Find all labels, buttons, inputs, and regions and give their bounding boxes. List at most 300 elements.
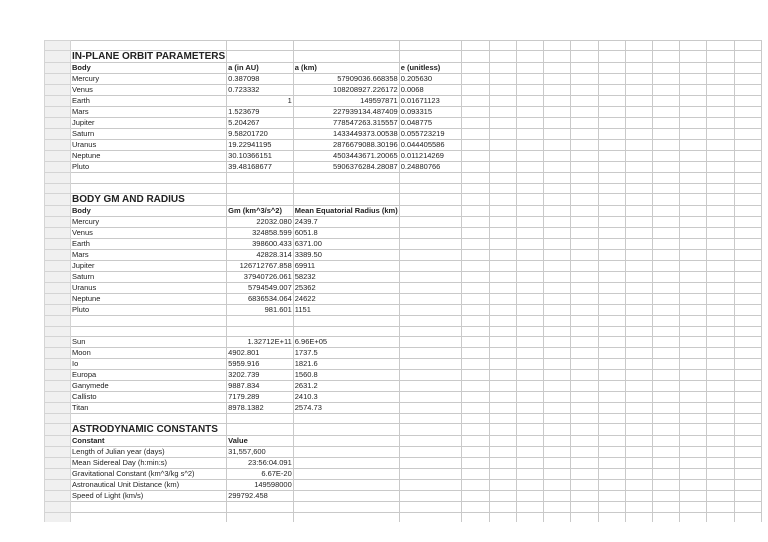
- cell[interactable]: [653, 63, 680, 74]
- cell[interactable]: [680, 194, 707, 206]
- cell[interactable]: [734, 469, 761, 480]
- cell[interactable]: [399, 250, 462, 261]
- cell[interactable]: [680, 326, 707, 336]
- cell[interactable]: [462, 413, 489, 423]
- cell[interactable]: [227, 512, 294, 522]
- cell[interactable]: [571, 458, 598, 469]
- cell[interactable]: [734, 74, 761, 85]
- cell[interactable]: [653, 173, 680, 183]
- row-header[interactable]: [45, 250, 71, 261]
- cell[interactable]: [462, 369, 489, 380]
- cell[interactable]: [293, 502, 399, 512]
- cell[interactable]: [680, 261, 707, 272]
- row-header[interactable]: [45, 228, 71, 239]
- cell[interactable]: [571, 469, 598, 480]
- cell[interactable]: [544, 380, 571, 391]
- cell[interactable]: 149597871: [293, 96, 399, 107]
- row-header[interactable]: [45, 239, 71, 250]
- cell[interactable]: [489, 41, 516, 51]
- cell[interactable]: [625, 129, 652, 140]
- cell[interactable]: BODY GM AND RADIUS: [71, 194, 227, 206]
- cell[interactable]: [489, 305, 516, 316]
- cell[interactable]: [516, 74, 543, 85]
- cell[interactable]: [571, 436, 598, 447]
- cell[interactable]: [598, 162, 625, 173]
- row-header[interactable]: [45, 206, 71, 217]
- cell[interactable]: 5906376284.28087: [293, 162, 399, 173]
- cell[interactable]: 2574.73: [293, 402, 399, 413]
- cell[interactable]: [462, 424, 489, 436]
- cell[interactable]: [625, 424, 652, 436]
- cell[interactable]: [625, 162, 652, 173]
- cell[interactable]: [571, 162, 598, 173]
- cell[interactable]: [707, 294, 734, 305]
- cell[interactable]: [598, 391, 625, 402]
- cell[interactable]: [516, 336, 543, 347]
- cell[interactable]: [734, 347, 761, 358]
- cell[interactable]: [571, 358, 598, 369]
- cell[interactable]: [598, 85, 625, 96]
- cell[interactable]: 299792.458: [227, 491, 294, 502]
- row-header[interactable]: [45, 402, 71, 413]
- cell[interactable]: [544, 469, 571, 480]
- cell[interactable]: [544, 129, 571, 140]
- cell[interactable]: [399, 41, 462, 51]
- cell[interactable]: [399, 502, 462, 512]
- cell[interactable]: [571, 336, 598, 347]
- cell[interactable]: [598, 336, 625, 347]
- cell[interactable]: [571, 283, 598, 294]
- cell[interactable]: 126712767.858: [227, 261, 294, 272]
- cell[interactable]: [734, 129, 761, 140]
- row-header[interactable]: [45, 151, 71, 162]
- cell[interactable]: [516, 51, 543, 63]
- cell[interactable]: 4503443671.20065: [293, 151, 399, 162]
- cell[interactable]: [516, 129, 543, 140]
- cell[interactable]: [625, 326, 652, 336]
- cell[interactable]: 0.01671123: [399, 96, 462, 107]
- cell[interactable]: [734, 436, 761, 447]
- cell[interactable]: [598, 129, 625, 140]
- cell[interactable]: [462, 272, 489, 283]
- cell[interactable]: [625, 294, 652, 305]
- cell[interactable]: [680, 480, 707, 491]
- cell[interactable]: [399, 283, 462, 294]
- row-header[interactable]: [45, 118, 71, 129]
- cell[interactable]: [489, 85, 516, 96]
- cell[interactable]: Sun: [71, 336, 227, 347]
- cell[interactable]: [625, 228, 652, 239]
- cell[interactable]: [462, 447, 489, 458]
- cell[interactable]: [571, 347, 598, 358]
- cell[interactable]: [707, 206, 734, 217]
- cell[interactable]: [625, 447, 652, 458]
- cell[interactable]: [598, 294, 625, 305]
- cell[interactable]: [516, 261, 543, 272]
- cell[interactable]: [598, 469, 625, 480]
- row-header[interactable]: [45, 480, 71, 491]
- cell[interactable]: [462, 402, 489, 413]
- cell[interactable]: [489, 402, 516, 413]
- cell[interactable]: [680, 151, 707, 162]
- cell[interactable]: 0.044405586: [399, 140, 462, 151]
- cell[interactable]: [734, 118, 761, 129]
- cell[interactable]: [625, 63, 652, 74]
- cell[interactable]: 9.58201720: [227, 129, 294, 140]
- cell[interactable]: [734, 151, 761, 162]
- cell[interactable]: [653, 206, 680, 217]
- cell[interactable]: [462, 85, 489, 96]
- cell[interactable]: 1151: [293, 305, 399, 316]
- cell[interactable]: [598, 316, 625, 326]
- cell[interactable]: [680, 502, 707, 512]
- cell[interactable]: 1560.8: [293, 369, 399, 380]
- cell[interactable]: 6.67E-20: [227, 469, 294, 480]
- cell[interactable]: [598, 502, 625, 512]
- cell[interactable]: 25362: [293, 283, 399, 294]
- cell[interactable]: [544, 261, 571, 272]
- cell[interactable]: [462, 183, 489, 193]
- cell[interactable]: 2410.3: [293, 391, 399, 402]
- cell[interactable]: [516, 239, 543, 250]
- cell[interactable]: [293, 512, 399, 522]
- cell[interactable]: [653, 239, 680, 250]
- cell[interactable]: Gravitational Constant (km^3/kg s^2): [71, 469, 227, 480]
- cell[interactable]: [462, 96, 489, 107]
- cell[interactable]: 58232: [293, 272, 399, 283]
- cell[interactable]: [680, 336, 707, 347]
- cell[interactable]: [544, 96, 571, 107]
- cell[interactable]: [227, 316, 294, 326]
- cell[interactable]: [625, 239, 652, 250]
- cell[interactable]: [625, 96, 652, 107]
- cell[interactable]: 1433449373.00538: [293, 129, 399, 140]
- cell[interactable]: [516, 424, 543, 436]
- cell[interactable]: 6371.00: [293, 239, 399, 250]
- cell[interactable]: [598, 347, 625, 358]
- cell[interactable]: [707, 512, 734, 522]
- cell[interactable]: [571, 217, 598, 228]
- cell[interactable]: [598, 228, 625, 239]
- row-header[interactable]: [45, 326, 71, 336]
- cell[interactable]: [680, 294, 707, 305]
- cell[interactable]: [680, 305, 707, 316]
- cell[interactable]: [571, 326, 598, 336]
- cell[interactable]: [707, 85, 734, 96]
- cell[interactable]: [734, 369, 761, 380]
- cell[interactable]: [516, 107, 543, 118]
- cell[interactable]: [653, 85, 680, 96]
- cell[interactable]: [680, 380, 707, 391]
- cell[interactable]: [571, 480, 598, 491]
- cell[interactable]: Europa: [71, 369, 227, 380]
- cell[interactable]: [516, 173, 543, 183]
- cell[interactable]: [734, 217, 761, 228]
- cell[interactable]: [489, 228, 516, 239]
- cell[interactable]: 6836534.064: [227, 294, 294, 305]
- row-header[interactable]: [45, 512, 71, 522]
- cell[interactable]: [462, 305, 489, 316]
- cell[interactable]: [653, 369, 680, 380]
- cell[interactable]: [598, 512, 625, 522]
- cell[interactable]: 8978.1382: [227, 402, 294, 413]
- cell[interactable]: [734, 272, 761, 283]
- cell[interactable]: [462, 118, 489, 129]
- cell[interactable]: [707, 140, 734, 151]
- cell[interactable]: [571, 250, 598, 261]
- cell[interactable]: [399, 272, 462, 283]
- cell[interactable]: 42828.314: [227, 250, 294, 261]
- cell[interactable]: Neptune: [71, 151, 227, 162]
- cell[interactable]: 23:56:04.091: [227, 458, 294, 469]
- row-header[interactable]: [45, 413, 71, 423]
- cell[interactable]: [462, 380, 489, 391]
- cell[interactable]: 0.24880766: [399, 162, 462, 173]
- cell[interactable]: [293, 447, 399, 458]
- cell[interactable]: [680, 118, 707, 129]
- cell[interactable]: [293, 183, 399, 193]
- cell[interactable]: [516, 391, 543, 402]
- cell[interactable]: [544, 347, 571, 358]
- cell[interactable]: [653, 140, 680, 151]
- cell[interactable]: [707, 239, 734, 250]
- cell[interactable]: [399, 326, 462, 336]
- cell[interactable]: Gm (km^3/s^2): [227, 206, 294, 217]
- cell[interactable]: [227, 502, 294, 512]
- row-header[interactable]: [45, 469, 71, 480]
- cell[interactable]: [489, 294, 516, 305]
- cell[interactable]: 37940726.061: [227, 272, 294, 283]
- cell[interactable]: 398600.433: [227, 239, 294, 250]
- cell[interactable]: [71, 183, 227, 193]
- cell[interactable]: [707, 402, 734, 413]
- cell[interactable]: [462, 173, 489, 183]
- cell[interactable]: [653, 162, 680, 173]
- cell[interactable]: [516, 294, 543, 305]
- cell[interactable]: [462, 469, 489, 480]
- cell[interactable]: [293, 458, 399, 469]
- cell[interactable]: [734, 85, 761, 96]
- cell[interactable]: [653, 129, 680, 140]
- cell[interactable]: [544, 183, 571, 193]
- cell[interactable]: [653, 194, 680, 206]
- cell[interactable]: [489, 283, 516, 294]
- cell[interactable]: Speed of Light (km/s): [71, 491, 227, 502]
- cell[interactable]: [707, 173, 734, 183]
- cell[interactable]: [734, 294, 761, 305]
- cell[interactable]: [516, 512, 543, 522]
- cell[interactable]: [598, 250, 625, 261]
- cell[interactable]: [399, 305, 462, 316]
- cell[interactable]: [707, 74, 734, 85]
- cell[interactable]: [625, 140, 652, 151]
- cell[interactable]: [598, 380, 625, 391]
- cell[interactable]: [489, 96, 516, 107]
- cell[interactable]: [399, 173, 462, 183]
- cell[interactable]: [598, 272, 625, 283]
- cell[interactable]: [653, 424, 680, 436]
- cell[interactable]: [516, 162, 543, 173]
- cell[interactable]: [598, 217, 625, 228]
- cell[interactable]: [653, 283, 680, 294]
- cell[interactable]: [571, 183, 598, 193]
- cell[interactable]: [489, 424, 516, 436]
- cell[interactable]: [707, 480, 734, 491]
- cell[interactable]: [544, 458, 571, 469]
- cell[interactable]: 22032.080: [227, 217, 294, 228]
- cell[interactable]: [227, 194, 294, 206]
- cell[interactable]: [680, 51, 707, 63]
- cell[interactable]: [625, 151, 652, 162]
- cell[interactable]: [544, 512, 571, 522]
- cell[interactable]: [516, 326, 543, 336]
- cell[interactable]: [544, 502, 571, 512]
- cell[interactable]: [489, 183, 516, 193]
- cell[interactable]: [707, 107, 734, 118]
- cell[interactable]: [680, 272, 707, 283]
- cell[interactable]: [598, 491, 625, 502]
- cell[interactable]: [462, 458, 489, 469]
- cell[interactable]: [625, 336, 652, 347]
- cell[interactable]: [399, 469, 462, 480]
- cell[interactable]: [489, 140, 516, 151]
- cell[interactable]: [293, 173, 399, 183]
- cell[interactable]: [707, 261, 734, 272]
- row-header[interactable]: [45, 140, 71, 151]
- cell[interactable]: 149598000: [227, 480, 294, 491]
- row-header[interactable]: [45, 217, 71, 228]
- cell[interactable]: [734, 402, 761, 413]
- cell[interactable]: [571, 491, 598, 502]
- cell[interactable]: 3389.50: [293, 250, 399, 261]
- cell[interactable]: [707, 217, 734, 228]
- cell[interactable]: [489, 326, 516, 336]
- cell[interactable]: 1737.5: [293, 347, 399, 358]
- cell[interactable]: 19.22941195: [227, 140, 294, 151]
- cell[interactable]: [571, 294, 598, 305]
- cell[interactable]: [399, 316, 462, 326]
- cell[interactable]: [462, 206, 489, 217]
- cell[interactable]: Pluto: [71, 305, 227, 316]
- cell[interactable]: 0.387098: [227, 74, 294, 85]
- cell[interactable]: 0.205630: [399, 74, 462, 85]
- cell[interactable]: [516, 63, 543, 74]
- cell[interactable]: [653, 217, 680, 228]
- cell[interactable]: [544, 51, 571, 63]
- cell[interactable]: [653, 413, 680, 423]
- cell[interactable]: [598, 118, 625, 129]
- cell[interactable]: [598, 41, 625, 51]
- cell[interactable]: [598, 96, 625, 107]
- cell[interactable]: [544, 194, 571, 206]
- cell[interactable]: [293, 51, 399, 63]
- cell[interactable]: 981.601: [227, 305, 294, 316]
- cell[interactable]: [544, 41, 571, 51]
- cell[interactable]: [625, 183, 652, 193]
- cell[interactable]: Jupiter: [71, 261, 227, 272]
- cell[interactable]: [680, 129, 707, 140]
- cell[interactable]: [598, 480, 625, 491]
- cell[interactable]: [544, 151, 571, 162]
- cell[interactable]: [462, 512, 489, 522]
- cell[interactable]: [516, 272, 543, 283]
- cell[interactable]: [707, 380, 734, 391]
- cell[interactable]: [293, 491, 399, 502]
- cell[interactable]: [734, 380, 761, 391]
- cell[interactable]: [399, 294, 462, 305]
- cell[interactable]: [462, 228, 489, 239]
- cell[interactable]: [544, 140, 571, 151]
- cell[interactable]: [516, 194, 543, 206]
- cell[interactable]: [462, 107, 489, 118]
- cell[interactable]: [462, 316, 489, 326]
- cell[interactable]: 30.10366151: [227, 151, 294, 162]
- cell[interactable]: [653, 347, 680, 358]
- cell[interactable]: [399, 336, 462, 347]
- cell[interactable]: [571, 502, 598, 512]
- cell[interactable]: [571, 194, 598, 206]
- cell[interactable]: [227, 183, 294, 193]
- cell[interactable]: [516, 283, 543, 294]
- cell[interactable]: [489, 74, 516, 85]
- cell[interactable]: [544, 480, 571, 491]
- cell[interactable]: [571, 316, 598, 326]
- cell[interactable]: [734, 512, 761, 522]
- cell[interactable]: [462, 436, 489, 447]
- cell[interactable]: [680, 183, 707, 193]
- cell[interactable]: [680, 162, 707, 173]
- cell[interactable]: [653, 380, 680, 391]
- cell[interactable]: [544, 402, 571, 413]
- cell[interactable]: [734, 336, 761, 347]
- cell[interactable]: Body: [71, 63, 227, 74]
- cell[interactable]: [707, 347, 734, 358]
- row-header[interactable]: [45, 458, 71, 469]
- cell[interactable]: [734, 316, 761, 326]
- cell[interactable]: [625, 194, 652, 206]
- cell[interactable]: [399, 512, 462, 522]
- cell[interactable]: [293, 469, 399, 480]
- cell[interactable]: [516, 85, 543, 96]
- cell[interactable]: Mars: [71, 250, 227, 261]
- cell[interactable]: [489, 239, 516, 250]
- cell[interactable]: [707, 228, 734, 239]
- row-header[interactable]: [45, 369, 71, 380]
- cell[interactable]: [653, 391, 680, 402]
- cell[interactable]: Mean Sidereal Day (h:min:s): [71, 458, 227, 469]
- cell[interactable]: [707, 369, 734, 380]
- cell[interactable]: [516, 502, 543, 512]
- cell[interactable]: [598, 261, 625, 272]
- cell[interactable]: [516, 447, 543, 458]
- cell[interactable]: [489, 194, 516, 206]
- cell[interactable]: 9887.834: [227, 380, 294, 391]
- cell[interactable]: Titan: [71, 402, 227, 413]
- cell[interactable]: 0.0068: [399, 85, 462, 96]
- cell[interactable]: [734, 63, 761, 74]
- cell[interactable]: [734, 96, 761, 107]
- cell[interactable]: [653, 402, 680, 413]
- cell[interactable]: Mercury: [71, 74, 227, 85]
- cell[interactable]: [734, 140, 761, 151]
- cell[interactable]: [653, 512, 680, 522]
- cell[interactable]: [707, 151, 734, 162]
- cell[interactable]: [734, 326, 761, 336]
- cell[interactable]: [598, 194, 625, 206]
- row-header[interactable]: [45, 183, 71, 193]
- cell[interactable]: [544, 272, 571, 283]
- cell[interactable]: 0.093315: [399, 107, 462, 118]
